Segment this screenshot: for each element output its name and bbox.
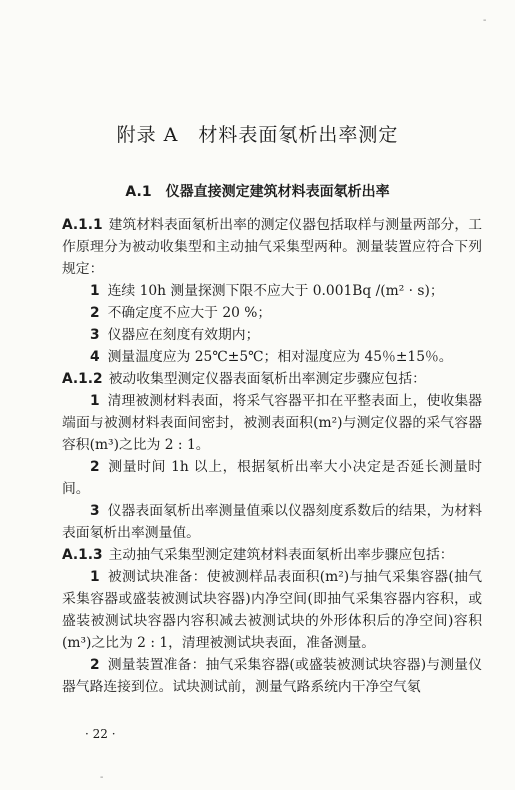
clause-number: A.1.3: [62, 547, 103, 563]
clause-number: A.1.2: [62, 371, 103, 387]
scan-mark: -: [100, 772, 104, 783]
document-body: [62, 214, 482, 698]
item-text: 仪器表面氡析出率测量值乘以仪器刻度系数后的结果，为材料表面氡析出率测量值。: [62, 503, 482, 541]
list-item: [62, 324, 482, 346]
list-item: [62, 500, 482, 544]
section-heading: A.1 仪器直接测定建筑材料表面氡析出率: [125, 184, 390, 200]
list-item: [62, 302, 482, 324]
item-text: 测量时间 1h 以上，根据氡析出率大小决定是否延长测量时间。: [62, 459, 482, 497]
item-number: 3: [90, 327, 100, 343]
list-item: [62, 280, 482, 302]
page-number: · 22 ·: [85, 727, 116, 741]
item-text: 连续 10h 测量探测下限不应大于 0.001Bq /(m² · s)；: [107, 283, 444, 299]
item-number: 3: [90, 503, 100, 519]
item-number: 1: [90, 569, 100, 585]
item-number: 2: [90, 459, 100, 475]
list-item: [62, 390, 482, 456]
item-text: 清理被测材料表面，将采气容器平扣在平整表面上，使收集器端面与被测材料表面间密封，被测表面积(m²)与测定仪器的采气容器容积(m³)之比为 2 : 1。: [62, 393, 482, 453]
list-item: [62, 566, 482, 654]
scan-mark: -: [483, 15, 487, 26]
item-number: 1: [90, 283, 100, 299]
clause-text: 建筑材料表面氡析出率的测定仪器包括取样与测量两部分，工作原理分为被动收集型和主动抽气采集型两种。测量装置应符合下列规定：: [62, 217, 482, 277]
item-text: 不确定度不应大于 20 %；: [107, 305, 272, 321]
clause-number: A.1.1: [62, 217, 103, 233]
item-number: 2: [90, 305, 100, 321]
item-text: 被测试块准备：使被测样品表面积(m²)与抽气采集容器(抽气采集容器或盛装被测试块容器)内净空间(即抽气采集容器内容积，或盛装被测试块容器内容积减去被测试块的外形体积后的净空间)容积(m³)之比为 2 : 1，清理被测试块表面，准备测量。: [62, 569, 482, 651]
item-text: 测量装置准备：抽气采集容器(或盛装被测试块容器)与测量仪器气路连接到位。试块测试前，测量气路系统内干净空气氡: [62, 657, 482, 695]
item-number: 4: [90, 349, 100, 365]
clause-a-1-2: [62, 368, 482, 390]
clause-text: 主动抽气采集型测定建筑材料表面氡析出率步骤应包括：: [108, 547, 454, 563]
clause-text: 被动收集型测定仪器表面氡析出率测定步骤应包括：: [108, 371, 426, 387]
list-item: [62, 654, 482, 698]
item-text: 仪器应在刻度有效期内；: [107, 327, 260, 343]
item-number: 2: [90, 657, 100, 673]
clause-a-1-1: [62, 214, 482, 280]
list-item: [62, 346, 482, 368]
item-number: 1: [90, 393, 100, 409]
clause-a-1-3: [62, 544, 482, 566]
item-text: 测量温度应为 25℃±5℃；相对湿度应为 45％±15％。: [107, 349, 453, 365]
appendix-title: 附录 A 材料表面氡析出率测定: [116, 124, 399, 146]
list-item: [62, 456, 482, 500]
